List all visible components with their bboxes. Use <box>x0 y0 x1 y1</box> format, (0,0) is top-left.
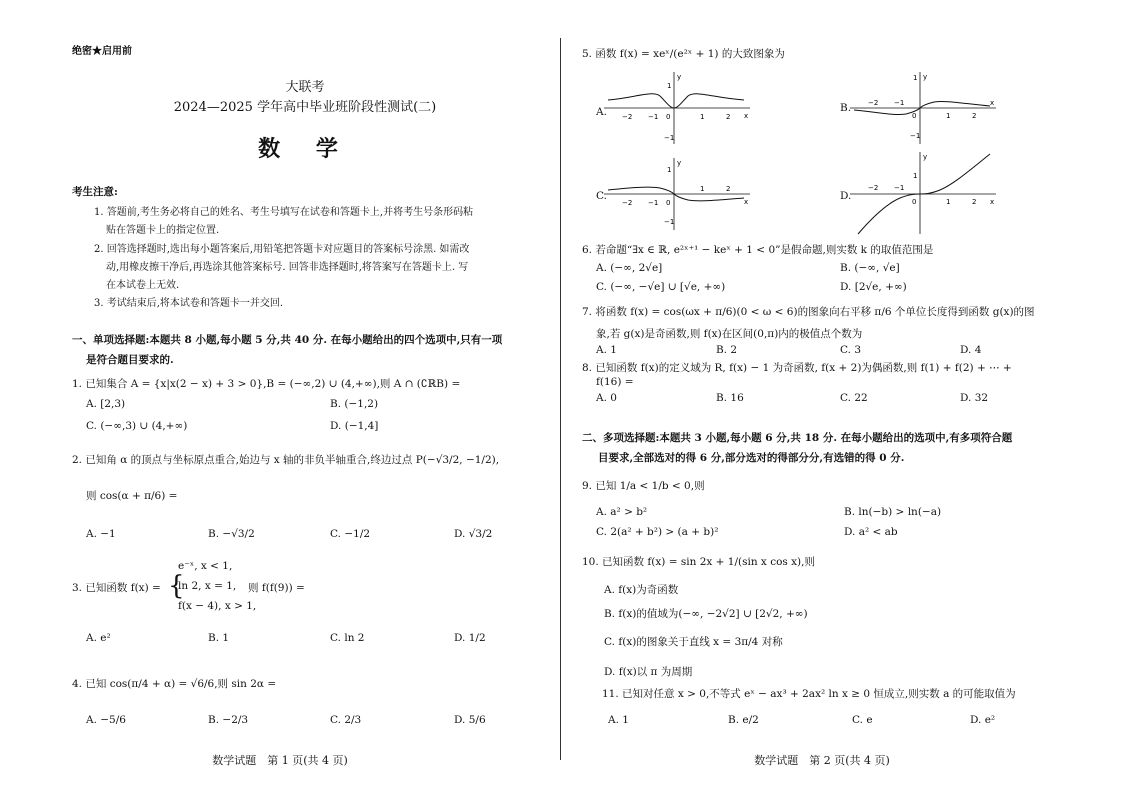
q9-option-c: C. 2(a² + b²) > (a + b)² <box>596 526 719 538</box>
q10-option-a: A. f(x)为奇函数 <box>604 584 679 596</box>
q2-option-a: A. −1 <box>86 528 116 540</box>
page-1 <box>0 0 560 794</box>
tick-label: 1 <box>700 185 705 193</box>
q10-option-c: C. f(x)的图象关于直线 x = 3π/4 对称 <box>604 636 783 648</box>
footer-page-1: 数学试题 第 1 页(共 4 页) <box>212 754 348 767</box>
tick-label: −1 <box>664 218 675 226</box>
q5-option-c: C. <box>596 190 607 202</box>
q1-option-d: D. (−1,4] <box>330 420 379 432</box>
tick-label: 0 <box>666 199 671 207</box>
q2-option-b: B. −√3/2 <box>208 528 255 540</box>
q3-case-1: e⁻ˣ, x < 1, <box>178 560 233 572</box>
q7-option-a: A. 1 <box>596 344 617 356</box>
q6-option-a: A. (−∞, 2√e] <box>596 262 663 274</box>
x-axis-label: x <box>744 198 749 206</box>
column-divider <box>560 38 561 760</box>
q3-brace: { <box>168 571 185 601</box>
q8-stem: 8. 已知函数 f(x)的定义域为 R, f(x) − 1 为奇函数, f(x + 2)为偶函数,则 f(1) + f(2) + ⋯ + <box>582 362 1012 374</box>
q10-option-d: D. f(x)以 π 为周期 <box>604 666 693 678</box>
q4-option-c: C. 2/3 <box>330 714 362 726</box>
notes-title: 考生注意: <box>72 186 118 198</box>
tick-label: −1 <box>910 132 921 140</box>
q5-option-a: A. <box>596 106 607 118</box>
q1-option-b: B. (−1,2) <box>330 398 379 410</box>
q5-option-d: D. <box>840 190 852 202</box>
tick-label: −2 <box>868 184 879 192</box>
q10-option-b: B. f(x)的值域为(−∞, −2√2] ∪ [2√2, +∞) <box>604 608 808 620</box>
q5-graph-c <box>604 156 752 232</box>
tick-label: 2 <box>972 198 977 206</box>
tick-label: 1 <box>667 82 672 90</box>
note-line: 1. 答题前,考生务必将自己的姓名、考生号填写在试卷和答题卡上,并将考生号条形码粘 <box>94 207 474 218</box>
section1-heading: 一、单项选择题:本题共 8 小题,每小题 5 分,共 40 分. 在每小题给出的四个选项中,只有一项 <box>72 334 503 346</box>
secret-label: 绝密★启用前 <box>72 46 132 57</box>
note-line: 2. 回答选择题时,选出每小题答案后,用铅笔把答题卡对应题目的答案标号涂黑. 如需改 <box>94 244 470 255</box>
q11-option-b: B. e/2 <box>728 714 759 726</box>
q9-option-d: D. a² < ab <box>844 526 898 538</box>
q3-tail: 则 f(f(9)) = <box>248 582 305 594</box>
note-line: 贴在答题卡上的指定位置. <box>106 225 220 236</box>
q6-option-b: B. (−∞, √e] <box>840 262 900 274</box>
q2-option-d: D. √3/2 <box>454 528 493 540</box>
tick-label: 1 <box>913 172 918 180</box>
section2-heading: 二、多项选择题:本题共 3 小题,每小题 6 分,共 18 分. 在每小题给出的选项中,有多项符合题 <box>582 432 1013 444</box>
org-title: 大联考 <box>285 80 325 95</box>
tick-label: −1 <box>894 99 905 107</box>
section1-heading-2: 是符合题目要求的. <box>86 354 174 366</box>
y-axis-label: y <box>923 153 928 161</box>
q7-stem: 7. 将函数 f(x) = cos(ωx + π/6)(0 < ω < 6)的图象向右平移 π/6 个单位长度得到函数 g(x)的图 <box>582 306 1035 318</box>
q11-option-c: C. e <box>852 714 873 726</box>
y-axis-label: y <box>923 73 928 81</box>
exam-title: 2024—2025 学年高中毕业班阶段性测试(二) <box>173 100 437 115</box>
q1-option-a: A. [2,3) <box>86 398 126 410</box>
tick-label: −1 <box>648 199 659 207</box>
q11-option-a: A. 1 <box>608 714 629 726</box>
q5-graph-b <box>850 70 998 146</box>
q3-option-c: C. ln 2 <box>330 632 365 644</box>
x-axis-label: x <box>990 99 995 107</box>
q5-option-b: B. <box>840 102 852 114</box>
tick-label: 2 <box>972 112 977 120</box>
tick-label: 0 <box>912 198 917 206</box>
y-axis-label: y <box>677 73 682 81</box>
q9-option-b: B. ln(−b) > ln(−a) <box>844 506 942 518</box>
q3-case-2: ln 2, x = 1, <box>178 580 237 592</box>
q7-option-c: C. 3 <box>840 344 862 356</box>
tick-label: 2 <box>726 185 731 193</box>
tick-label: 1 <box>946 198 951 206</box>
tick-label: −2 <box>622 113 633 121</box>
q5-stem: 5. 函数 f(x) = xeˣ/(e²ˣ + 1) 的大致图象为 <box>582 48 785 60</box>
page-2 <box>562 0 1122 794</box>
x-axis-label: x <box>744 112 749 120</box>
tick-label: −1 <box>648 113 659 121</box>
q11-stem: 11. 已知对任意 x > 0,不等式 eˣ − ax³ + 2ax² ln x ≥ 0 恒成立,则实数 a 的可能取值为 <box>602 688 1016 700</box>
axes <box>604 72 750 144</box>
q6-option-d: D. [2√e, +∞) <box>840 281 907 293</box>
tick-label: −2 <box>622 199 633 207</box>
note-line: 在本试卷上无效. <box>106 280 180 291</box>
tick-label: −2 <box>868 99 879 107</box>
tick-label: 1 <box>946 112 951 120</box>
q4-stem: 4. 已知 cos(π/4 + α) = √6/6,则 sin 2α = <box>72 678 277 690</box>
q8-option-b: B. 16 <box>716 392 744 404</box>
q2-stem-2: 则 cos(α + π/6) = <box>86 490 178 502</box>
q2-stem: 2. 已知角 α 的顶点与坐标原点重合,始边与 x 轴的非负半轴重合,终边过点 P(−√3/2, −1/2), <box>72 454 500 466</box>
footer-page-2: 数学试题 第 2 页(共 4 页) <box>754 754 890 767</box>
q6-stem: 6. 若命题“∃x ∈ ℝ, e²ˣ⁺¹ − keˣ + 1 < 0”是假命题,则实数 k 的取值范围是 <box>582 244 934 256</box>
q7-option-d: D. 4 <box>960 344 982 356</box>
note-line: 动,用橡皮擦干净后,再选涂其他答案标号. 回答非选择题时,将答案写在答题卡上. 写 <box>106 262 469 273</box>
subject-title: 数 学 <box>258 136 352 162</box>
q5-graph-a <box>604 70 752 146</box>
x-axis-label: x <box>990 198 995 206</box>
q3-option-d: D. 1/2 <box>454 632 486 644</box>
q4-option-a: A. −5/6 <box>86 714 126 726</box>
q1-stem: 1. 已知集合 A = {x|x(2 − x) + 3 > 0},B = (−∞,2) ∪ (4,+∞),则 A ∩ (∁ℝB) = <box>72 378 461 390</box>
q3-stem: 3. 已知函数 f(x) = <box>72 582 161 594</box>
tick-label: 2 <box>726 113 731 121</box>
q8-option-c: C. 22 <box>840 392 868 404</box>
q3-option-a: A. e² <box>86 632 111 644</box>
y-axis-label: y <box>677 159 682 167</box>
q4-option-d: D. 5/6 <box>454 714 486 726</box>
q7-stem-2: 象,若 g(x)是奇函数,则 f(x)在区间(0,π)内的极值点个数为 <box>596 328 863 340</box>
q1-option-c: C. (−∞,3) ∪ (4,+∞) <box>86 420 188 432</box>
q2-option-c: C. −1/2 <box>330 528 371 540</box>
curve-a <box>608 94 744 108</box>
q9-stem: 9. 已知 1/a < 1/b < 0,则 <box>582 480 705 492</box>
tick-label: −1 <box>894 184 905 192</box>
q11-option-d: D. e² <box>970 714 996 726</box>
q3-case-3: f(x − 4), x > 1, <box>178 600 257 612</box>
q9-option-a: A. a² > b² <box>596 506 648 518</box>
q8-option-d: D. 32 <box>960 392 989 404</box>
section2-heading-2: 目要求,全部选对的得 6 分,部分选对的得部分分,有选错的得 0 分. <box>598 452 905 464</box>
q4-option-b: B. −2/3 <box>208 714 249 726</box>
q3-option-b: B. 1 <box>208 632 230 644</box>
q8-stem-2: f(16) = <box>596 376 634 388</box>
tick-label: −1 <box>664 134 675 142</box>
tick-label: 0 <box>666 113 671 121</box>
q8-option-a: A. 0 <box>596 392 617 404</box>
q5-graph-d <box>850 150 998 236</box>
tick-label: 0 <box>912 112 917 120</box>
q7-option-b: B. 2 <box>716 344 738 356</box>
tick-label: 1 <box>913 74 918 82</box>
q6-option-c: C. (−∞, −√e] ∪ [√e, +∞) <box>596 281 726 293</box>
note-line: 3. 考试结束后,将本试卷和答题卡一并交回. <box>94 298 284 309</box>
tick-label: 1 <box>700 113 705 121</box>
tick-label: 1 <box>667 166 672 174</box>
q10-stem: 10. 已知函数 f(x) = sin 2x + 1/(sin x cos x),则 <box>582 556 815 568</box>
